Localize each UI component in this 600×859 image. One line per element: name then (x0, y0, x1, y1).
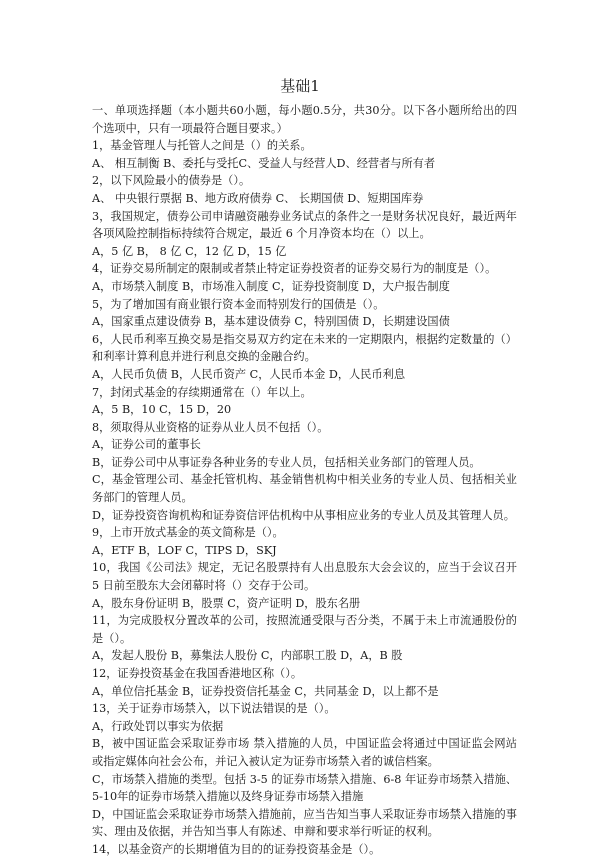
question-options: A，市场禁入制度 B，市场准入制度 C，证券投资制度 D，大户报告制度 (92, 279, 450, 293)
question-stem: 1，基金管理人与托管人之间是（）的关系。 (92, 139, 312, 153)
question-option: A，行政处罚以事实为依据 (92, 719, 224, 733)
question-option: A，证券公司的董事长 (92, 438, 201, 452)
page-title: 基础1 (280, 77, 320, 95)
question-stem: 13，关于证券市场禁入，以下说法错误的是（）。 (92, 702, 336, 716)
section-instructions: 一、单项选择题（本小题共60小题，每小题0.5分，共30分。以下各小题所给出的四个选项中，只有一项最符合题目要求。） (92, 104, 517, 135)
question-list (92, 102, 517, 859)
question-options: A，国家重点建设债券 B，基本建设债券 C，特别国债 D，长期建设国债 (92, 315, 450, 329)
question-option: C，市场禁入措施的类型。包括 3-5 的证券市场禁入措施、6-8 年证券市场禁入措施、5-10年的证券市场禁入措施以及终身证券市场禁入措施 (92, 772, 517, 804)
question-options: A，ETF B，LOF C，TIPS D，SKJ (92, 543, 277, 557)
question-options: A，5 亿 B， 8 亿 C，12 亿 D，15 亿 (92, 244, 287, 258)
question-option: B，被中国证监会采取证券市场 禁入措施的人员，中国证监会将通过中国证监会网站或指定媒体向社会公布，并记入被认定为证券市场禁入者的诚信档案。 (92, 737, 517, 768)
question-options: A、 中央银行票据 B、地方政府债券 C、 长期国债 D、短期国库券 (92, 191, 424, 205)
question-options: A，单位信托基金 B，证券投资信托基金 C，共同基金 D，以上都不是 (92, 684, 439, 698)
question-options: A，发起人股份 B，募集法人股份 C，内部职工股 D，A，B 股 (92, 649, 403, 663)
question-options: A，股东身份证明 B，股票 C，资产证明 D，股东名册 (92, 596, 361, 610)
question-options: A，人民币负债 B，人民币资产 C，人民币本金 D，人民币利息 (92, 367, 406, 381)
question-options: A、 相互制衡 B、委托与受托C、受益人与经营人D、经营者与所有者 (92, 156, 436, 170)
question-option: B，证券公司中从事证券各种业务的专业人员，包括相关业务部门的管理人员。 (92, 455, 481, 469)
question-stem: 7，封闭式基金的存续期通常在（）年以上。 (92, 385, 312, 399)
question-stem: 5，为了增加国有商业银行资本金而特别发行的国债是（）。 (92, 297, 385, 311)
question-stem: 3，我国规定，债券公司申请融资融券业务试点的条件之一是财务状况良好，最近两年各项风险控制指标持续符合规定，最近 6 个月净资本均在（）以上。 (92, 209, 517, 241)
question-stem: 12，证券投资基金在我国香港地区称（）。 (92, 667, 303, 680)
question-option: C，基金管理公司、基金托管机构、基金销售机构中相关业务的专业人员、包括相关业务部门的管理人员。 (92, 473, 517, 505)
question-options: A，5 B，10 C，15 D，20 (92, 403, 232, 417)
question-stem: 9，上市开放式基金的英文简称是（）。 (92, 526, 284, 540)
question-stem: 14，以基金资产的长期增值为目的的证券投资基金是（）。 (92, 842, 381, 856)
question-option: D，证券投资咨询机构和证券资信评估机构中从事相应业务的专业人员及其管理人员。 (92, 508, 515, 522)
question-option: D，中国证监会采取证券市场禁入措施前，应当告知当事人采取证券市场禁入措施的事实、理由及依据，并告知当事人有陈述、申辩和要求举行听证的权利。 (92, 807, 517, 839)
question-stem: 10，我国《公司法》规定，无记名股票持有人出息股东大会会议的，应当于会议召开 5 日前至股东大会闭幕时将（）交存于公司。 (92, 561, 517, 593)
question-stem: 8，须取得从业资格的证券从业人员不包括（）。 (92, 420, 329, 434)
question-stem: 11，为完成股权分置改革的公司，按照流通受限与否分类，不属于未上市流通股份的是（）。 (92, 614, 517, 645)
question-stem: 6，人民币利率互换交易是指交易双方约定在未来的一定期限内，根据约定数量的（）和利率计算利息并进行利息交换的金融合约。 (92, 332, 517, 364)
question-stem: 2，以下风险最小的债券是（）。 (92, 174, 251, 188)
question-stem: 4，证券交易所制定的限制或者禁止特定证券投资者的证券交易行为的制度是（）。 (92, 262, 497, 276)
